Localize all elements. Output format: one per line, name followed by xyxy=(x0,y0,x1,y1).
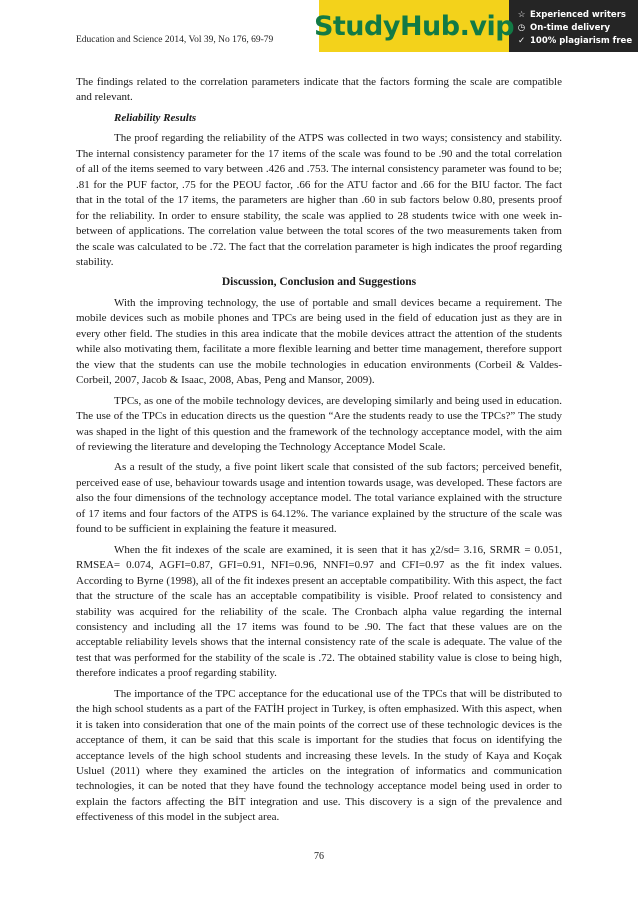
banner-features xyxy=(509,0,638,52)
paragraph-tpc-acceptance: The importance of the TPC acceptance for the educational use of the TPCs that will be distributed to the high school students as a part of the FATİH project in Turkey, is often emphasized. With this aspect, when it is taken into consideration that one of the main points of the correct use of these technologic devices is the acceptance of them, it can be said that this scale is important for the studies that focus on identifying the acceptance levels of the high school students and increasing these levels. In the study of Kaya and Koçak Usluel (2011) where they examined the articles on the integration of informatics and communication technologies, it can be noted that they have found the technology acceptance model being used in order to explain the factors affecting the BİT integration and use. This discovery is a sign of the prevalence and effectiveness of this model in the subject area. xyxy=(76,687,562,824)
running-header: Education and Science 2014, Vol 39, No 176, 69-79 xyxy=(76,35,274,45)
paragraph-correlation-findings: The findings related to the correlation parameters indicate that the factors forming the scale are compatible and relevant. xyxy=(76,76,562,104)
feature-label: 100% plagiarism free xyxy=(530,36,633,46)
check-icon: ✓ xyxy=(517,36,526,46)
discussion-heading: Discussion, Conclusion and Suggestions xyxy=(221,276,417,289)
studyhub-banner[interactable] xyxy=(313,0,638,52)
feature-label: On-time delivery xyxy=(530,23,611,33)
paragraph-tpcs: TPCs, as one of the mobile technology devices, are developing similarly and being used in education. The use of the TPCs in education directs us the question “Are the students ready to use the TPCs?” The study was shaped in the light of this question and the framework of the technology acceptance model, with the aim of reviewing the literature and developing the Technology Acceptance Model Scale. xyxy=(76,394,562,453)
feature-plagiarism-free xyxy=(517,36,638,46)
reliability-results-heading: Reliability Results xyxy=(114,111,197,124)
paragraph-reliability: The proof regarding the reliability of the ATPS was collected in two ways; consistency and stability. The internal consistency parameter for the 17 items of the scale was found to be .90 and the total correlation of all of the items seemed to vary between .426 and .753. The internal consistency parameter was found to be; .81 for the PUF factor, .75 for the PEOU factor, .66 for the ATU factor and .66 for the BIU factor. The fact that in the total of the 17 items, the parameters are higher than .60 in sub factors below 0.80, presents proof for the reliability. In order to ensure stability, the scale was applied to 28 students twice with one week in-between of applications. The correlation value between the total scores of the two measurements taken from the scale was calculated to be .72. The fact that the correlation parameter is high indicates the proof regarding stability. xyxy=(76,132,562,268)
star-icon: ☆ xyxy=(517,10,526,20)
studyhub-logo[interactable] xyxy=(313,0,515,52)
paragraph-mobile-devices: With the improving technology, the use of portable and small devices became a requirement. The mobile devices such as mobile phones and TPCs are being used in the field of education just as they are in every other field. The studies in this area indicate that the mobile devices attract the attention of the students while also motivating them, facilitate a more flexible learning and better time management, therefore support the view that the students can use the mobile technologies in education environments (Corbeil & Valdes-Corbeil, 2007, Jacob & Isaac, 2008, Abas, Peng and Mansor, 2009). xyxy=(76,296,562,387)
paragraph-likert-scale: As a result of the study, a five point likert scale that consisted of the sub factors; perceived benefit, perceived ease of use, behaviour towards usage and intention towards usage, was developed. These factors are also the four dimensions of the technology acceptance model. The total variance explained with the structure of 17 items and four factors of the ATPS is 64.12%. The variance explained by the structure of the scale was found to be sufficient in explaining the feature it measured. xyxy=(76,461,562,536)
paragraph-fit-indexes: When the fit indexes of the scale are examined, it is seen that it has χ2/sd= 3.16, SRMR = 0.051, RMSEA= 0.074, AGFI=0.87, GFI=0.91, NFI=0.96, NNFI=0.97 and CFI=0.97 as the fit index values. According to Byrne (1998), all of the fit indexes present an acceptable compatibility. With this aspect, the fact that the structure of the scale has an acceptable compatibility is visible. Proof related to consistency and stability was acquired for the reliability of the scale. The Cronbach alpha value regarding the internal consistency and including all the 17 items was found to be .90. The fact that these values are on the acceptable reliability levels shows that the internal consistency rate of the scale is adequate. The value of the test that was performed for the stability of the scale is .72. The obtained stability value is close to being high, therefore indicates a proof regarding stability. xyxy=(76,543,562,680)
article-body xyxy=(76,75,562,831)
page-number: 76 xyxy=(314,851,324,862)
clock-icon: ◷ xyxy=(517,23,526,33)
feature-experienced-writers xyxy=(517,10,638,20)
feature-label: Experienced writers xyxy=(530,10,626,20)
feature-on-time-delivery xyxy=(517,23,638,33)
logo-text: StudyHub.vip xyxy=(313,10,515,42)
